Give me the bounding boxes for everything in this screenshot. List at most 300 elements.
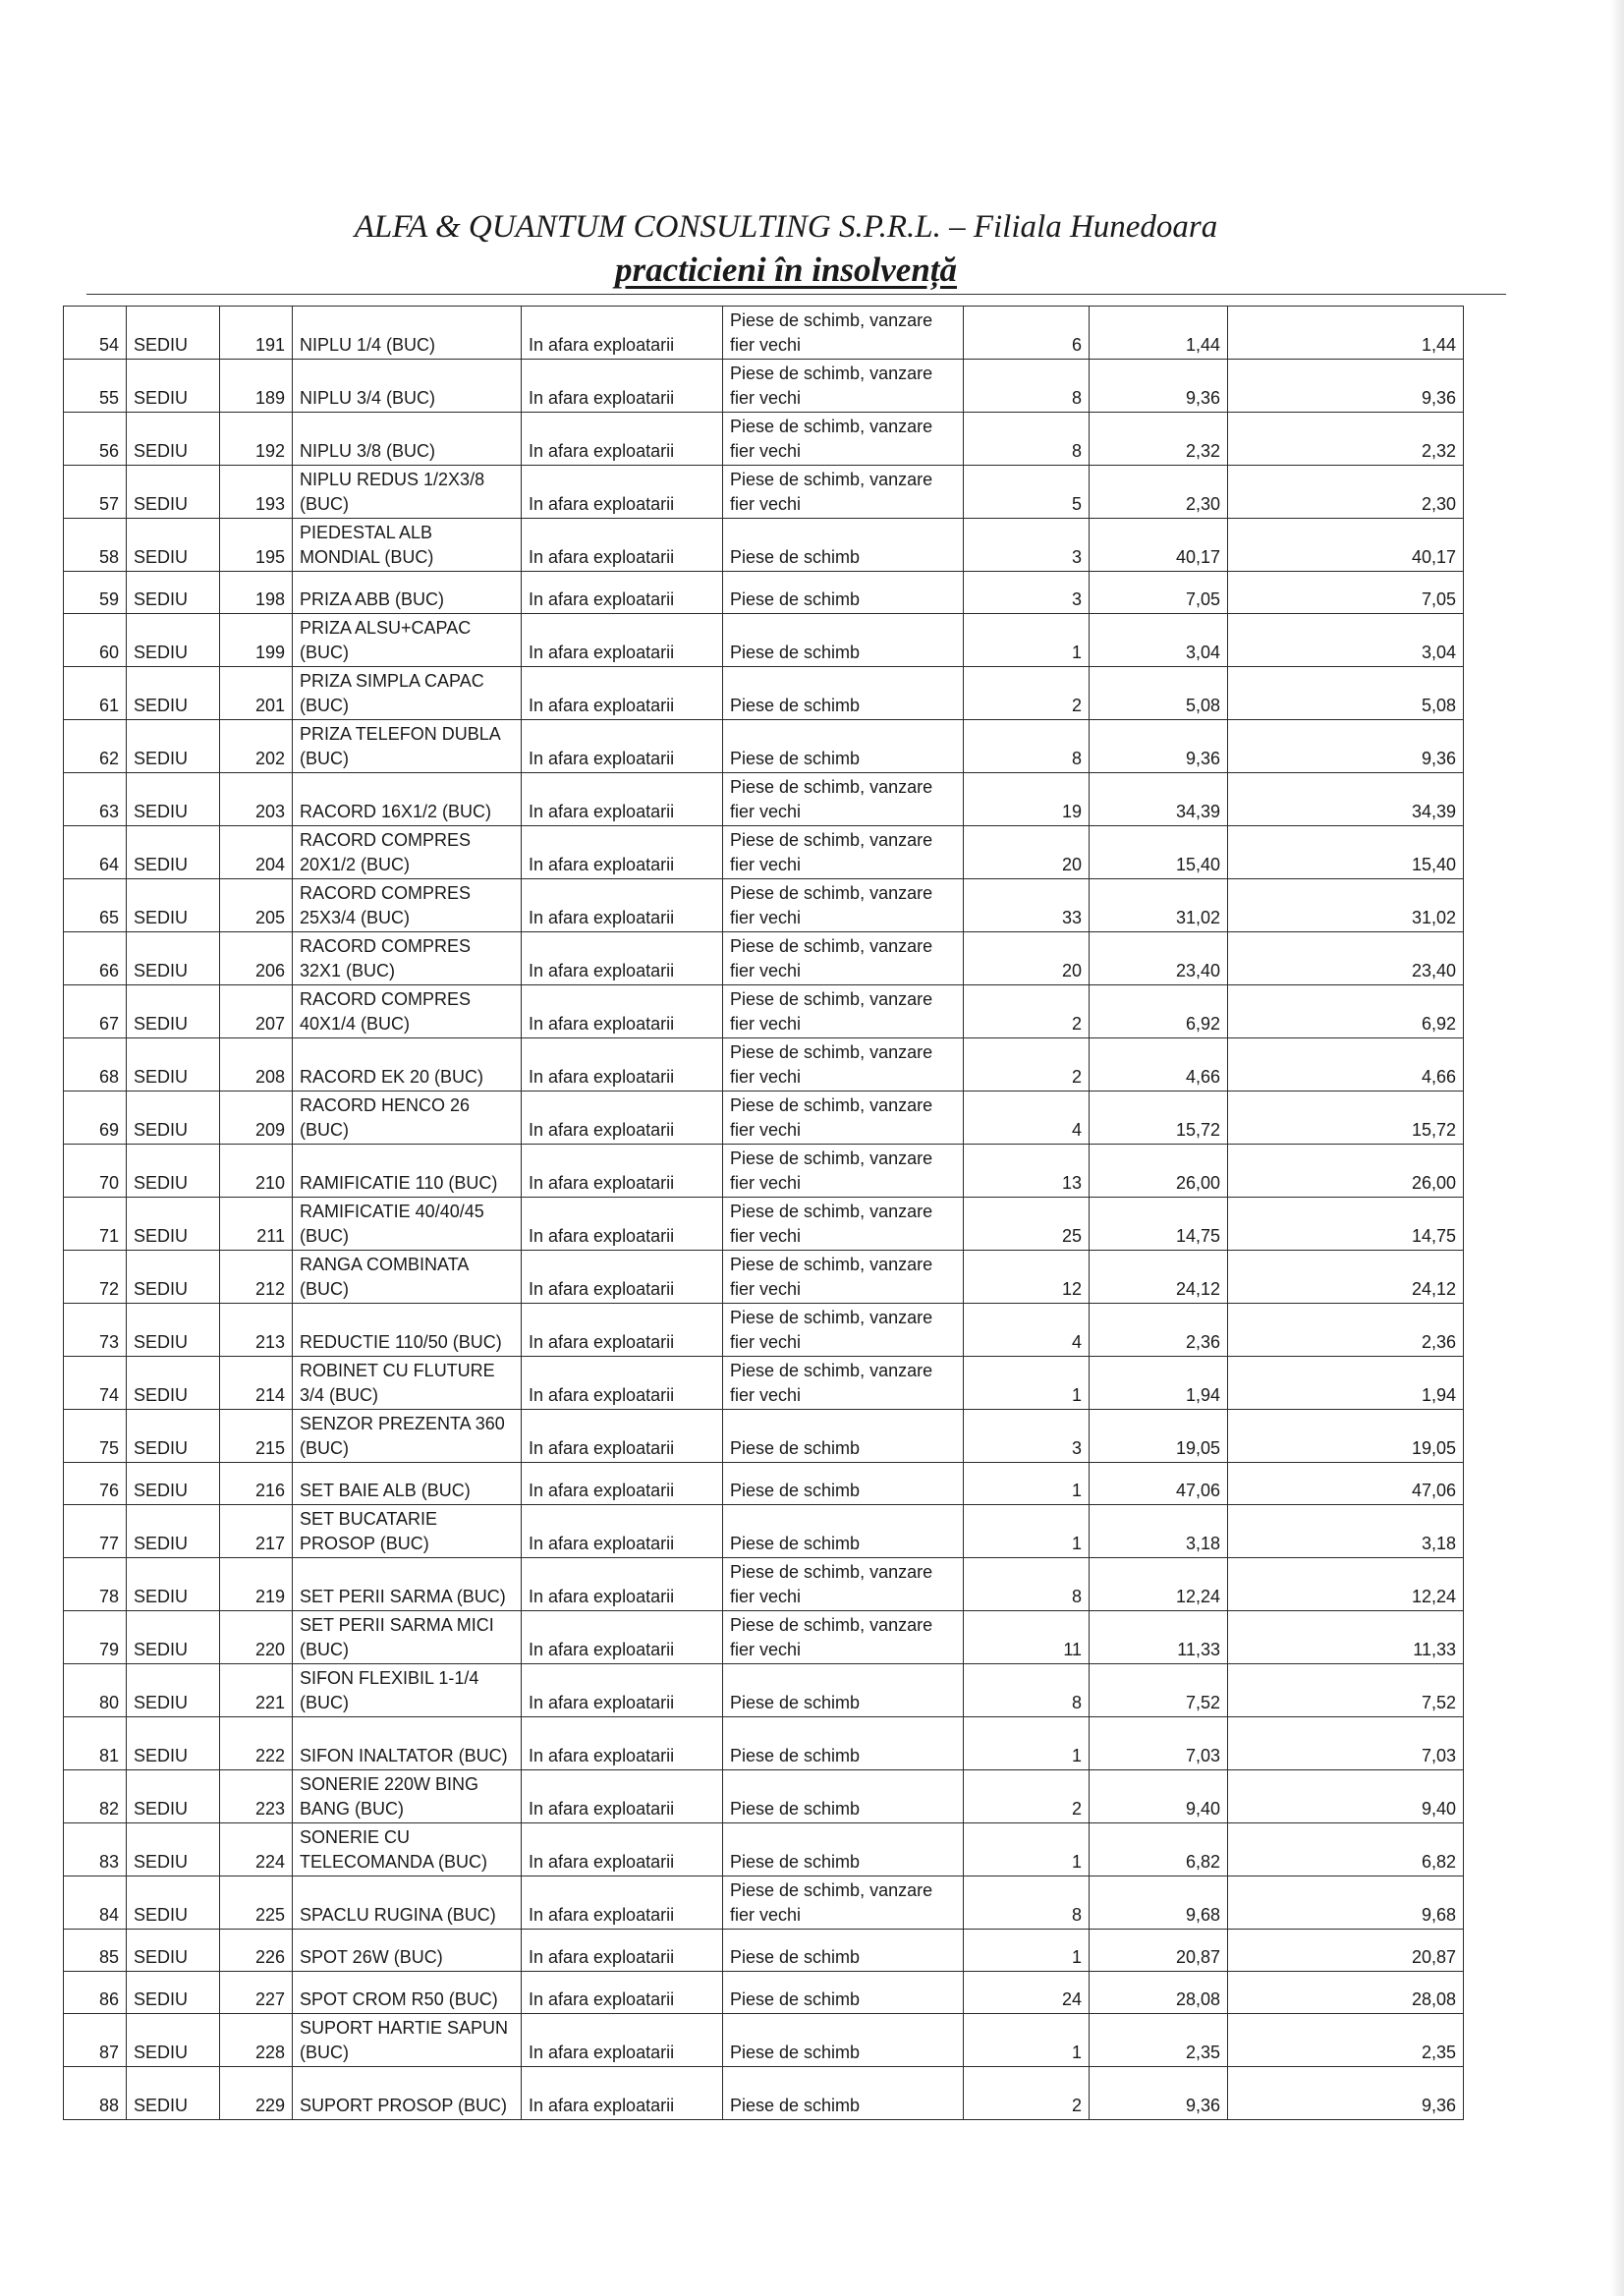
destination-cell: Piese de schimb bbox=[723, 1823, 964, 1876]
unit-price-cell: 26,00 bbox=[1090, 1145, 1228, 1198]
destination-cell: Piese de schimb bbox=[723, 720, 964, 773]
row-number-cell: 54 bbox=[64, 307, 127, 360]
row-number-cell: 74 bbox=[64, 1357, 127, 1410]
destination-cell: Piese de schimb, vanzare fier vechi bbox=[723, 1876, 964, 1930]
page-edge-shadow bbox=[1610, 0, 1624, 2296]
item-code-cell: 193 bbox=[220, 466, 293, 519]
inventory-table bbox=[63, 306, 1464, 2120]
location-cell: SEDIU bbox=[127, 572, 220, 614]
quantity-cell: 8 bbox=[964, 413, 1090, 466]
item-name-cell: SUPORT PROSOP (BUC) bbox=[293, 2067, 522, 2120]
item-code-cell: 189 bbox=[220, 360, 293, 413]
item-name-cell: RACORD COMPRES 25X3/4 (BUC) bbox=[293, 879, 522, 932]
item-name-cell: SPOT CROM R50 (BUC) bbox=[293, 1972, 522, 2014]
table-row bbox=[64, 1664, 1464, 1717]
total-value-cell: 15,40 bbox=[1228, 826, 1464, 879]
location-cell: SEDIU bbox=[127, 1664, 220, 1717]
table-row bbox=[64, 1770, 1464, 1823]
location-cell: SEDIU bbox=[127, 1410, 220, 1463]
location-cell: SEDIU bbox=[127, 1930, 220, 1972]
unit-price-cell: 1,44 bbox=[1090, 307, 1228, 360]
row-number-cell: 71 bbox=[64, 1198, 127, 1251]
location-cell: SEDIU bbox=[127, 307, 220, 360]
item-code-cell: 223 bbox=[220, 1770, 293, 1823]
item-name-cell: SONERIE CU TELECOMANDA (BUC) bbox=[293, 1823, 522, 1876]
status-cell: In afara exploatarii bbox=[522, 1770, 723, 1823]
quantity-cell: 3 bbox=[964, 1410, 1090, 1463]
destination-cell: Piese de schimb bbox=[723, 1972, 964, 2014]
location-cell: SEDIU bbox=[127, 1770, 220, 1823]
location-cell: SEDIU bbox=[127, 1198, 220, 1251]
item-code-cell: 217 bbox=[220, 1505, 293, 1558]
item-name-cell: RACORD 16X1/2 (BUC) bbox=[293, 773, 522, 826]
item-code-cell: 214 bbox=[220, 1357, 293, 1410]
total-value-cell: 2,36 bbox=[1228, 1304, 1464, 1357]
item-code-cell: 195 bbox=[220, 519, 293, 572]
row-number-cell: 58 bbox=[64, 519, 127, 572]
table-row bbox=[64, 1304, 1464, 1357]
item-name-cell: SET BAIE ALB (BUC) bbox=[293, 1463, 522, 1505]
unit-price-cell: 3,18 bbox=[1090, 1505, 1228, 1558]
row-number-cell: 68 bbox=[64, 1038, 127, 1092]
unit-price-cell: 23,40 bbox=[1090, 932, 1228, 985]
status-cell: In afara exploatarii bbox=[522, 1304, 723, 1357]
quantity-cell: 6 bbox=[964, 307, 1090, 360]
unit-price-cell: 9,36 bbox=[1090, 720, 1228, 773]
total-value-cell: 3,18 bbox=[1228, 1505, 1464, 1558]
table-row bbox=[64, 1505, 1464, 1558]
header-subtitle: practicieni în insolvență bbox=[614, 251, 958, 289]
item-name-cell: RACORD HENCO 26 (BUC) bbox=[293, 1092, 522, 1145]
row-number-cell: 77 bbox=[64, 1505, 127, 1558]
table-row bbox=[64, 307, 1464, 360]
table-row bbox=[64, 1717, 1464, 1770]
total-value-cell: 47,06 bbox=[1228, 1463, 1464, 1505]
item-code-cell: 220 bbox=[220, 1611, 293, 1664]
row-number-cell: 56 bbox=[64, 413, 127, 466]
location-cell: SEDIU bbox=[127, 1823, 220, 1876]
location-cell: SEDIU bbox=[127, 2067, 220, 2120]
item-name-cell: ROBINET CU FLUTURE 3/4 (BUC) bbox=[293, 1357, 522, 1410]
status-cell: In afara exploatarii bbox=[522, 1038, 723, 1092]
unit-price-cell: 2,32 bbox=[1090, 413, 1228, 466]
table-row bbox=[64, 773, 1464, 826]
header-rule bbox=[86, 294, 1506, 295]
total-value-cell: 9,36 bbox=[1228, 360, 1464, 413]
destination-cell: Piese de schimb, vanzare fier vechi bbox=[723, 1145, 964, 1198]
total-value-cell: 15,72 bbox=[1228, 1092, 1464, 1145]
unit-price-cell: 31,02 bbox=[1090, 879, 1228, 932]
item-name-cell: SIFON FLEXIBIL 1-1/4 (BUC) bbox=[293, 1664, 522, 1717]
unit-price-cell: 9,36 bbox=[1090, 2067, 1228, 2120]
location-cell: SEDIU bbox=[127, 2014, 220, 2067]
table-row bbox=[64, 1876, 1464, 1930]
quantity-cell: 8 bbox=[964, 360, 1090, 413]
table-row bbox=[64, 1611, 1464, 1664]
destination-cell: Piese de schimb, vanzare fier vechi bbox=[723, 932, 964, 985]
item-name-cell: SIFON INALTATOR (BUC) bbox=[293, 1717, 522, 1770]
item-code-cell: 203 bbox=[220, 773, 293, 826]
status-cell: In afara exploatarii bbox=[522, 826, 723, 879]
row-number-cell: 57 bbox=[64, 466, 127, 519]
status-cell: In afara exploatarii bbox=[522, 1198, 723, 1251]
quantity-cell: 19 bbox=[964, 773, 1090, 826]
table-row bbox=[64, 1410, 1464, 1463]
total-value-cell: 5,08 bbox=[1228, 667, 1464, 720]
table-row bbox=[64, 572, 1464, 614]
unit-price-cell: 2,36 bbox=[1090, 1304, 1228, 1357]
row-number-cell: 65 bbox=[64, 879, 127, 932]
status-cell: In afara exploatarii bbox=[522, 1930, 723, 1972]
row-number-cell: 78 bbox=[64, 1558, 127, 1611]
item-name-cell: SPACLU RUGINA (BUC) bbox=[293, 1876, 522, 1930]
table-row bbox=[64, 1145, 1464, 1198]
location-cell: SEDIU bbox=[127, 1251, 220, 1304]
total-value-cell: 7,05 bbox=[1228, 572, 1464, 614]
location-cell: SEDIU bbox=[127, 1092, 220, 1145]
destination-cell: Piese de schimb, vanzare fier vechi bbox=[723, 1251, 964, 1304]
location-cell: SEDIU bbox=[127, 466, 220, 519]
unit-price-cell: 7,52 bbox=[1090, 1664, 1228, 1717]
item-code-cell: 204 bbox=[220, 826, 293, 879]
item-code-cell: 207 bbox=[220, 985, 293, 1038]
quantity-cell: 2 bbox=[964, 1770, 1090, 1823]
row-number-cell: 80 bbox=[64, 1664, 127, 1717]
quantity-cell: 8 bbox=[964, 1876, 1090, 1930]
item-code-cell: 226 bbox=[220, 1930, 293, 1972]
quantity-cell: 13 bbox=[964, 1145, 1090, 1198]
quantity-cell: 2 bbox=[964, 667, 1090, 720]
row-number-cell: 61 bbox=[64, 667, 127, 720]
total-value-cell: 1,94 bbox=[1228, 1357, 1464, 1410]
row-number-cell: 73 bbox=[64, 1304, 127, 1357]
status-cell: In afara exploatarii bbox=[522, 1717, 723, 1770]
item-code-cell: 206 bbox=[220, 932, 293, 985]
item-code-cell: 221 bbox=[220, 1664, 293, 1717]
status-cell: In afara exploatarii bbox=[522, 1611, 723, 1664]
item-name-cell: SET BUCATARIE PROSOP (BUC) bbox=[293, 1505, 522, 1558]
item-code-cell: 213 bbox=[220, 1304, 293, 1357]
item-name-cell: PRIZA SIMPLA CAPAC (BUC) bbox=[293, 667, 522, 720]
status-cell: In afara exploatarii bbox=[522, 985, 723, 1038]
destination-cell: Piese de schimb, vanzare fier vechi bbox=[723, 879, 964, 932]
row-number-cell: 76 bbox=[64, 1463, 127, 1505]
total-value-cell: 9,68 bbox=[1228, 1876, 1464, 1930]
status-cell: In afara exploatarii bbox=[522, 1463, 723, 1505]
quantity-cell: 4 bbox=[964, 1092, 1090, 1145]
total-value-cell: 14,75 bbox=[1228, 1198, 1464, 1251]
destination-cell: Piese de schimb bbox=[723, 2067, 964, 2120]
status-cell: In afara exploatarii bbox=[522, 307, 723, 360]
location-cell: SEDIU bbox=[127, 1558, 220, 1611]
table-row bbox=[64, 1357, 1464, 1410]
item-code-cell: 199 bbox=[220, 614, 293, 667]
unit-price-cell: 9,36 bbox=[1090, 360, 1228, 413]
total-value-cell: 2,32 bbox=[1228, 413, 1464, 466]
total-value-cell: 9,36 bbox=[1228, 2067, 1464, 2120]
status-cell: In afara exploatarii bbox=[522, 1876, 723, 1930]
destination-cell: Piese de schimb bbox=[723, 667, 964, 720]
item-name-cell: PRIZA ABB (BUC) bbox=[293, 572, 522, 614]
row-number-cell: 64 bbox=[64, 826, 127, 879]
table-row bbox=[64, 1558, 1464, 1611]
location-cell: SEDIU bbox=[127, 932, 220, 985]
item-code-cell: 229 bbox=[220, 2067, 293, 2120]
total-value-cell: 24,12 bbox=[1228, 1251, 1464, 1304]
unit-price-cell: 24,12 bbox=[1090, 1251, 1228, 1304]
location-cell: SEDIU bbox=[127, 1972, 220, 2014]
item-code-cell: 210 bbox=[220, 1145, 293, 1198]
unit-price-cell: 9,40 bbox=[1090, 1770, 1228, 1823]
destination-cell: Piese de schimb, vanzare fier vechi bbox=[723, 1611, 964, 1664]
quantity-cell: 2 bbox=[964, 1038, 1090, 1092]
table-row bbox=[64, 667, 1464, 720]
item-name-cell: RAMIFICATIE 40/40/45 (BUC) bbox=[293, 1198, 522, 1251]
quantity-cell: 12 bbox=[964, 1251, 1090, 1304]
table-row bbox=[64, 1823, 1464, 1876]
quantity-cell: 1 bbox=[964, 1463, 1090, 1505]
destination-cell: Piese de schimb bbox=[723, 1410, 964, 1463]
destination-cell: Piese de schimb, vanzare fier vechi bbox=[723, 1558, 964, 1611]
location-cell: SEDIU bbox=[127, 1463, 220, 1505]
destination-cell: Piese de schimb bbox=[723, 1463, 964, 1505]
destination-cell: Piese de schimb bbox=[723, 1717, 964, 1770]
total-value-cell: 2,35 bbox=[1228, 2014, 1464, 2067]
destination-cell: Piese de schimb bbox=[723, 614, 964, 667]
table-row bbox=[64, 2014, 1464, 2067]
item-name-cell: RACORD COMPRES 40X1/4 (BUC) bbox=[293, 985, 522, 1038]
item-code-cell: 227 bbox=[220, 1972, 293, 2014]
item-name-cell: PRIZA TELEFON DUBLA (BUC) bbox=[293, 720, 522, 773]
quantity-cell: 25 bbox=[964, 1198, 1090, 1251]
unit-price-cell: 7,03 bbox=[1090, 1717, 1228, 1770]
quantity-cell: 24 bbox=[964, 1972, 1090, 2014]
status-cell: In afara exploatarii bbox=[522, 2014, 723, 2067]
status-cell: In afara exploatarii bbox=[522, 667, 723, 720]
location-cell: SEDIU bbox=[127, 360, 220, 413]
unit-price-cell: 15,40 bbox=[1090, 826, 1228, 879]
destination-cell: Piese de schimb bbox=[723, 2014, 964, 2067]
status-cell: In afara exploatarii bbox=[522, 1145, 723, 1198]
row-number-cell: 69 bbox=[64, 1092, 127, 1145]
item-name-cell: SONERIE 220W BING BANG (BUC) bbox=[293, 1770, 522, 1823]
destination-cell: Piese de schimb, vanzare fier vechi bbox=[723, 1198, 964, 1251]
quantity-cell: 1 bbox=[964, 1823, 1090, 1876]
table-row bbox=[64, 1930, 1464, 1972]
quantity-cell: 5 bbox=[964, 466, 1090, 519]
table-row bbox=[64, 826, 1464, 879]
quantity-cell: 1 bbox=[964, 1357, 1090, 1410]
row-number-cell: 87 bbox=[64, 2014, 127, 2067]
destination-cell: Piese de schimb bbox=[723, 572, 964, 614]
table-row bbox=[64, 932, 1464, 985]
table-row bbox=[64, 466, 1464, 519]
item-name-cell: SET PERII SARMA MICI (BUC) bbox=[293, 1611, 522, 1664]
item-name-cell: SENZOR PREZENTA 360 (BUC) bbox=[293, 1410, 522, 1463]
total-value-cell: 9,40 bbox=[1228, 1770, 1464, 1823]
quantity-cell: 3 bbox=[964, 572, 1090, 614]
header-title: ALFA & QUANTUM CONSULTING S.P.R.L. – Filiala Hunedoara bbox=[354, 209, 1218, 245]
quantity-cell: 8 bbox=[964, 1664, 1090, 1717]
row-number-cell: 84 bbox=[64, 1876, 127, 1930]
destination-cell: Piese de schimb, vanzare fier vechi bbox=[723, 1092, 964, 1145]
item-code-cell: 198 bbox=[220, 572, 293, 614]
total-value-cell: 1,44 bbox=[1228, 307, 1464, 360]
destination-cell: Piese de schimb, vanzare fier vechi bbox=[723, 1304, 964, 1357]
status-cell: In afara exploatarii bbox=[522, 572, 723, 614]
destination-cell: Piese de schimb, vanzare fier vechi bbox=[723, 773, 964, 826]
row-number-cell: 81 bbox=[64, 1717, 127, 1770]
row-number-cell: 82 bbox=[64, 1770, 127, 1823]
row-number-cell: 60 bbox=[64, 614, 127, 667]
total-value-cell: 11,33 bbox=[1228, 1611, 1464, 1664]
total-value-cell: 28,08 bbox=[1228, 1972, 1464, 2014]
total-value-cell: 6,92 bbox=[1228, 985, 1464, 1038]
unit-price-cell: 12,24 bbox=[1090, 1558, 1228, 1611]
table-row bbox=[64, 1038, 1464, 1092]
status-cell: In afara exploatarii bbox=[522, 413, 723, 466]
total-value-cell: 20,87 bbox=[1228, 1930, 1464, 1972]
item-name-cell: SET PERII SARMA (BUC) bbox=[293, 1558, 522, 1611]
item-code-cell: 228 bbox=[220, 2014, 293, 2067]
status-cell: In afara exploatarii bbox=[522, 614, 723, 667]
row-number-cell: 62 bbox=[64, 720, 127, 773]
quantity-cell: 20 bbox=[964, 826, 1090, 879]
unit-price-cell: 5,08 bbox=[1090, 667, 1228, 720]
location-cell: SEDIU bbox=[127, 826, 220, 879]
location-cell: SEDIU bbox=[127, 985, 220, 1038]
location-cell: SEDIU bbox=[127, 1876, 220, 1930]
item-name-cell: RANGA COMBINATA (BUC) bbox=[293, 1251, 522, 1304]
total-value-cell: 9,36 bbox=[1228, 720, 1464, 773]
destination-cell: Piese de schimb bbox=[723, 1770, 964, 1823]
destination-cell: Piese de schimb bbox=[723, 1930, 964, 1972]
location-cell: SEDIU bbox=[127, 773, 220, 826]
item-name-cell: NIPLU 1/4 (BUC) bbox=[293, 307, 522, 360]
destination-cell: Piese de schimb, vanzare fier vechi bbox=[723, 413, 964, 466]
status-cell: In afara exploatarii bbox=[522, 519, 723, 572]
unit-price-cell: 11,33 bbox=[1090, 1611, 1228, 1664]
status-cell: In afara exploatarii bbox=[522, 1357, 723, 1410]
inventory-table-body bbox=[64, 307, 1464, 2120]
item-code-cell: 212 bbox=[220, 1251, 293, 1304]
row-number-cell: 59 bbox=[64, 572, 127, 614]
status-cell: In afara exploatarii bbox=[522, 720, 723, 773]
total-value-cell: 4,66 bbox=[1228, 1038, 1464, 1092]
location-cell: SEDIU bbox=[127, 1145, 220, 1198]
unit-price-cell: 47,06 bbox=[1090, 1463, 1228, 1505]
unit-price-cell: 14,75 bbox=[1090, 1198, 1228, 1251]
destination-cell: Piese de schimb bbox=[723, 519, 964, 572]
item-code-cell: 202 bbox=[220, 720, 293, 773]
item-name-cell: PRIZA ALSU+CAPAC (BUC) bbox=[293, 614, 522, 667]
item-code-cell: 208 bbox=[220, 1038, 293, 1092]
item-code-cell: 205 bbox=[220, 879, 293, 932]
location-cell: SEDIU bbox=[127, 1611, 220, 1664]
item-name-cell: NIPLU 3/8 (BUC) bbox=[293, 413, 522, 466]
row-number-cell: 67 bbox=[64, 985, 127, 1038]
row-number-cell: 83 bbox=[64, 1823, 127, 1876]
item-code-cell: 201 bbox=[220, 667, 293, 720]
status-cell: In afara exploatarii bbox=[522, 1823, 723, 1876]
unit-price-cell: 15,72 bbox=[1090, 1092, 1228, 1145]
status-cell: In afara exploatarii bbox=[522, 1251, 723, 1304]
quantity-cell: 4 bbox=[964, 1304, 1090, 1357]
destination-cell: Piese de schimb, vanzare fier vechi bbox=[723, 307, 964, 360]
total-value-cell: 2,30 bbox=[1228, 466, 1464, 519]
status-cell: In afara exploatarii bbox=[522, 773, 723, 826]
row-number-cell: 55 bbox=[64, 360, 127, 413]
location-cell: SEDIU bbox=[127, 720, 220, 773]
unit-price-cell: 28,08 bbox=[1090, 1972, 1228, 2014]
status-cell: In afara exploatarii bbox=[522, 932, 723, 985]
status-cell: In afara exploatarii bbox=[522, 1664, 723, 1717]
item-name-cell: RACORD COMPRES 32X1 (BUC) bbox=[293, 932, 522, 985]
status-cell: In afara exploatarii bbox=[522, 360, 723, 413]
quantity-cell: 1 bbox=[964, 1505, 1090, 1558]
unit-price-cell: 34,39 bbox=[1090, 773, 1228, 826]
table-row bbox=[64, 720, 1464, 773]
location-cell: SEDIU bbox=[127, 413, 220, 466]
row-number-cell: 88 bbox=[64, 2067, 127, 2120]
quantity-cell: 2 bbox=[964, 2067, 1090, 2120]
quantity-cell: 8 bbox=[964, 720, 1090, 773]
destination-cell: Piese de schimb, vanzare fier vechi bbox=[723, 1038, 964, 1092]
quantity-cell: 11 bbox=[964, 1611, 1090, 1664]
destination-cell: Piese de schimb, vanzare fier vechi bbox=[723, 360, 964, 413]
item-name-cell: SUPORT HARTIE SAPUN (BUC) bbox=[293, 2014, 522, 2067]
table-row bbox=[64, 2067, 1464, 2120]
total-value-cell: 12,24 bbox=[1228, 1558, 1464, 1611]
destination-cell: Piese de schimb bbox=[723, 1664, 964, 1717]
location-cell: SEDIU bbox=[127, 614, 220, 667]
unit-price-cell: 3,04 bbox=[1090, 614, 1228, 667]
unit-price-cell: 7,05 bbox=[1090, 572, 1228, 614]
table-row bbox=[64, 614, 1464, 667]
destination-cell: Piese de schimb, vanzare fier vechi bbox=[723, 466, 964, 519]
location-cell: SEDIU bbox=[127, 1357, 220, 1410]
quantity-cell: 20 bbox=[964, 932, 1090, 985]
table-row bbox=[64, 1092, 1464, 1145]
quantity-cell: 1 bbox=[964, 614, 1090, 667]
unit-price-cell: 4,66 bbox=[1090, 1038, 1228, 1092]
quantity-cell: 1 bbox=[964, 2014, 1090, 2067]
total-value-cell: 7,52 bbox=[1228, 1664, 1464, 1717]
quantity-cell: 2 bbox=[964, 985, 1090, 1038]
status-cell: In afara exploatarii bbox=[522, 1410, 723, 1463]
row-number-cell: 66 bbox=[64, 932, 127, 985]
total-value-cell: 3,04 bbox=[1228, 614, 1464, 667]
unit-price-cell: 1,94 bbox=[1090, 1357, 1228, 1410]
location-cell: SEDIU bbox=[127, 1505, 220, 1558]
table-row bbox=[64, 1972, 1464, 2014]
table-row bbox=[64, 413, 1464, 466]
location-cell: SEDIU bbox=[127, 519, 220, 572]
unit-price-cell: 20,87 bbox=[1090, 1930, 1228, 1972]
quantity-cell: 33 bbox=[964, 879, 1090, 932]
row-number-cell: 75 bbox=[64, 1410, 127, 1463]
row-number-cell: 79 bbox=[64, 1611, 127, 1664]
unit-price-cell: 40,17 bbox=[1090, 519, 1228, 572]
item-code-cell: 215 bbox=[220, 1410, 293, 1463]
location-cell: SEDIU bbox=[127, 1038, 220, 1092]
total-value-cell: 19,05 bbox=[1228, 1410, 1464, 1463]
total-value-cell: 26,00 bbox=[1228, 1145, 1464, 1198]
item-code-cell: 225 bbox=[220, 1876, 293, 1930]
item-code-cell: 219 bbox=[220, 1558, 293, 1611]
status-cell: In afara exploatarii bbox=[522, 466, 723, 519]
item-name-cell: RACORD EK 20 (BUC) bbox=[293, 1038, 522, 1092]
